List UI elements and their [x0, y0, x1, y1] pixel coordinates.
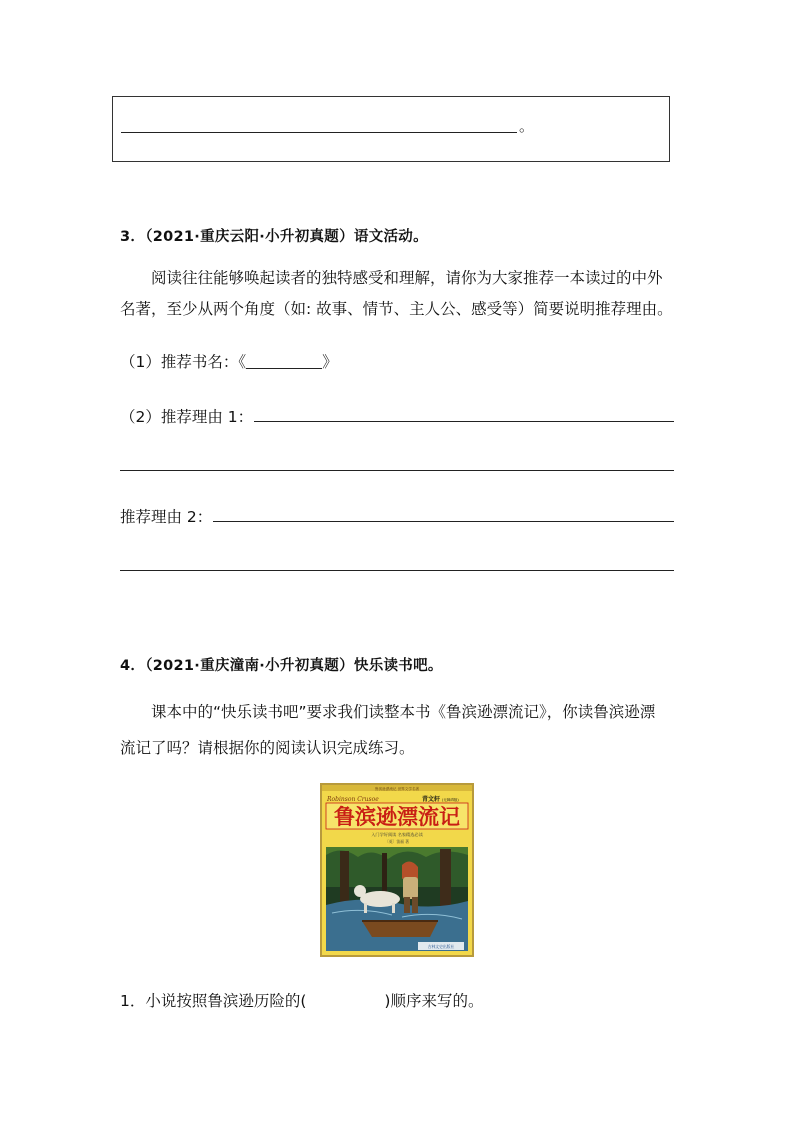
answer-box: [112, 96, 670, 162]
book-name-blank[interactable]: [246, 354, 322, 369]
book-open-bracket: 《: [238, 353, 247, 371]
cover-top-strip: 鲁滨逊漂流记 世界文学名著: [374, 787, 420, 791]
q3-item2-label: （2）推荐理由 1：: [120, 408, 254, 426]
q4-sub1-after: )顺序来写的。: [384, 992, 484, 1010]
book-cover-image: [320, 783, 474, 957]
q4-paragraph-line2: 流记了吗？请根据你的阅读认识完成练习。: [120, 739, 415, 757]
q4-paragraph-line1: 课本中的“快乐读书吧”要求我们读整本书《鲁滨逊漂流记》，你读鲁滨逊漂: [151, 703, 656, 721]
book-close-bracket: 》: [322, 353, 338, 371]
answer-blank-line[interactable]: [121, 132, 517, 133]
q4-header: 4．（2021·重庆潼南·小升初真题）快乐读书吧。: [120, 658, 443, 674]
cover-script-title: Robinson Crusoe: [327, 796, 379, 803]
reason1-blank-line2[interactable]: [120, 470, 674, 471]
cover-brand-sub: (无障碍版): [442, 798, 459, 802]
q3-item1: [120, 350, 338, 372]
cover-publisher: 吉林文史出版社: [427, 944, 455, 949]
book-cover-illustration: [322, 785, 472, 955]
cover-subtitle: 入门学好阅读 名家精选必读: [371, 832, 423, 837]
cover-brand: 青文轩: [422, 796, 441, 803]
cover-author: 〔英〕笛福 著: [385, 839, 409, 844]
q3-item1-label: （1）推荐书名：: [120, 353, 239, 371]
reason2-blank-line2[interactable]: [120, 570, 674, 571]
q3-reason2-label: 推荐理由 2：: [120, 508, 213, 526]
q3-paragraph-line2: 名著，至少从两个角度（如: 故事、情节、主人公、感受等）简要说明推荐理由。: [120, 300, 673, 318]
cover-title: 鲁滨逊漂流记: [334, 804, 460, 829]
q3-paragraph-line1: 阅读往往能够唤起读者的独特感受和理解，请你为大家推荐一本读过的中外: [151, 269, 663, 287]
reason2-blank-line1[interactable]: [213, 521, 674, 522]
q3-header: 3．（2021·重庆云阳·小升初真题）语文活动。: [120, 229, 428, 245]
answer-end-mark: 。: [519, 117, 535, 135]
reason1-blank-line1[interactable]: [254, 421, 674, 422]
q4-sub1-before: 1．小说按照鲁滨逊历险的(: [120, 992, 307, 1010]
q4-sub1: [120, 989, 483, 1011]
